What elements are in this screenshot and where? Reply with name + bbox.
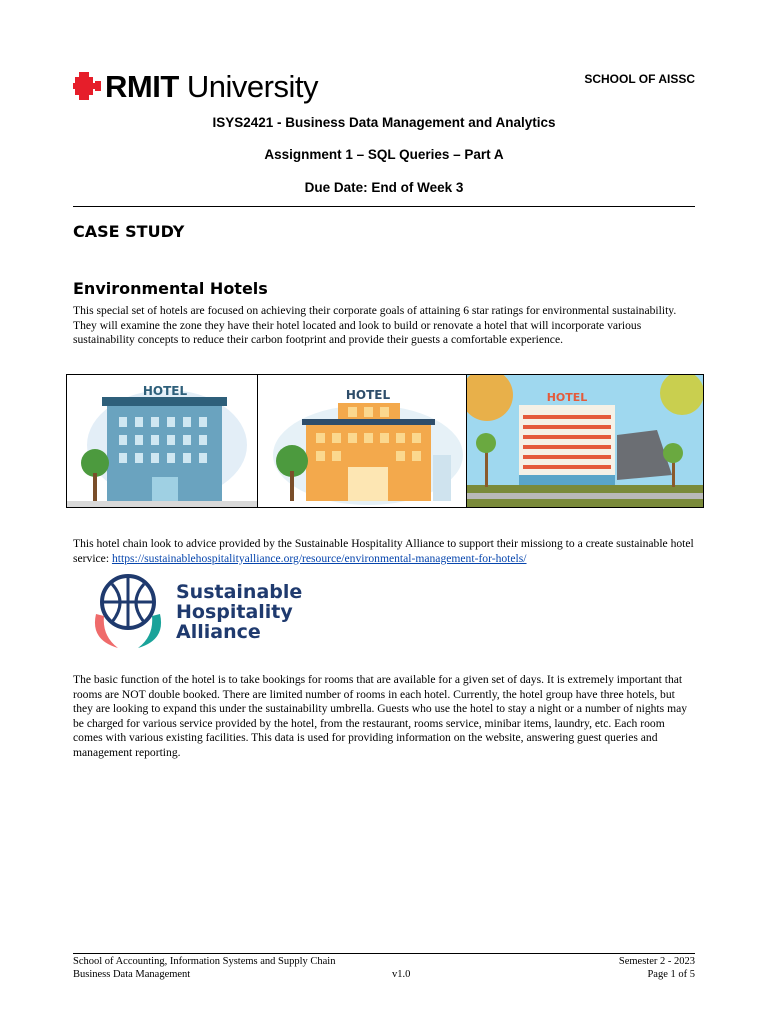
intro-paragraph: This special set of hotels are focused on achieving their corporate goals of attaining 6 star ratings for environmental sustainability. They will examine the zone they have their hotel located and look to build or renovate a hotel that will incorporate various sustainability concepts to reduce their carbon footprint and provide their guests a comfortable experience. (73, 304, 677, 347)
footer-course: Business Data Management (73, 969, 191, 980)
footer-page-number: Page 1 of 5 (647, 969, 695, 980)
case-study-heading: CASE STUDY (73, 222, 185, 241)
due-date: Due Date: End of Week 3 (304, 180, 464, 195)
rmit-logo (73, 66, 333, 106)
advice-paragraph (73, 537, 697, 566)
hotel-sign-1: HOTEL (142, 384, 188, 398)
sha-logo-line-3: Alliance (176, 621, 261, 643)
hotel-sign-3: HOTEL (546, 391, 588, 404)
footer-semester: Semester 2 - 2023 (618, 956, 695, 967)
rmit-logo-text: RMIT University (105, 68, 318, 104)
section-title: Environmental Hotels (73, 279, 268, 298)
rmit-pixel-icon (73, 72, 103, 100)
hotel-image-blue (67, 375, 257, 507)
footer-divider (73, 953, 695, 954)
sha-logo-line-2: Hospitality (176, 601, 293, 623)
sha-resource-link[interactable]: https://sustainablehospitalityalliance.org/resource/environmental-management-for-hotels/ (111, 551, 527, 565)
hotel-image-row (66, 374, 704, 508)
advice-text: This hotel chain look to advice provided by the Sustainable Hospitality Alliance to support their missiong to a create sustainable hotel service: (73, 537, 694, 565)
function-paragraph: The basic function of the hotel is to take bookings for rooms that are available for a given set of days. It is extremely important that rooms are NOT double booked. There are limited number of rooms in each hotel. Currently, the hotel group have three hotels, but they are looking to expand this under the sustainability umbrella. Guests who use the hotel to stay a night or a number of nights may be charged for various service provided by the hotel, from the restaurant, rooms service, minibar items, laundry, etc. Each room comes with various existing facilities. This data is used for providing information on the website, answering guest queries and management reporting. (73, 673, 688, 759)
course-title: ISYS2421 - Business Data Management and Analytics (212, 115, 556, 130)
hotel-image-orange (257, 375, 466, 507)
header-divider (73, 206, 695, 207)
hotel-image-tropical (466, 375, 703, 507)
school-name: SCHOOL OF AISSC (584, 72, 695, 86)
footer-school: School of Accounting, Information Systems and Supply Chain (73, 956, 336, 967)
footer-version: v1.0 (392, 969, 411, 980)
sha-logo-line-1: Sustainable (176, 581, 303, 603)
sha-logo (88, 570, 308, 652)
assignment-title: Assignment 1 – SQL Queries – Part A (264, 147, 504, 162)
hotel-sign-2: HOTEL (345, 388, 391, 402)
